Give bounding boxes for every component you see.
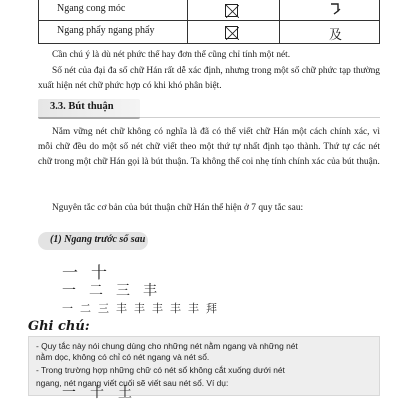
paragraph: Nguyên tắc cơ bản của bút thuận chữ Hán thể hiện ở 7 quy tắc sau:	[52, 203, 304, 213]
table-divider	[279, 0, 280, 20]
rule-heading	[38, 232, 148, 250]
stroke-grid-icon	[225, 4, 238, 17]
stroke-grid-icon	[225, 26, 238, 39]
stroke-step: 一	[62, 263, 79, 282]
stroke-step: 丰	[152, 302, 163, 315]
stroke-step: 土	[118, 385, 132, 401]
note-line: nằm dọc, không có chỉ có nét ngang và nét sổ.	[36, 352, 210, 362]
paragraph: Cần chú ý là dù nét phức thế hay đơn thể cũng chỉ tính một nét.	[52, 50, 291, 60]
stroke-step: 二	[80, 302, 91, 315]
example-character: 及	[329, 28, 343, 43]
rule-label: (1) Ngang trước sổ sau	[50, 234, 146, 245]
stroke-sequence	[62, 382, 146, 402]
table-divider	[187, 21, 188, 43]
stroke-step: 丰	[188, 302, 199, 315]
table-divider	[279, 21, 280, 43]
example-character	[329, 2, 341, 20]
stroke-name: Ngang cong móc	[57, 3, 126, 14]
stroke-step: 丰	[116, 302, 127, 315]
stroke-step: 二	[89, 283, 103, 299]
table-row	[38, 0, 380, 21]
stroke-step: 一	[62, 283, 76, 299]
note-line: - Quy tắc này nói chung dùng cho những nét nằm ngang và những nét	[36, 341, 298, 351]
stroke-step: 丰	[143, 283, 157, 299]
stroke-step: 一	[62, 302, 73, 315]
note-line: ngang, nét ngang viết cuối sẽ viết sau nét sổ. Ví dụ:	[36, 378, 229, 388]
stroke-step: 十	[90, 385, 104, 401]
stroke-step: 三	[98, 302, 109, 315]
section-title: 3.3. Bút thuận	[50, 101, 114, 112]
stroke-step: 十	[91, 263, 108, 282]
stroke-step: 丰	[134, 302, 145, 315]
stroke-name: Ngang phẩy ngang phẩy	[57, 25, 155, 36]
paragraph: Số nét của đại đa số chữ Hán rất dễ xác định, nhưng trong một số chữ phức tạp thường xuất hiện nét chữ phức hợp có khi khó phân biệt.	[38, 66, 380, 91]
note-line: - Trong trường hợp những chữ có nét sổ không cắt xuống dưới nét	[36, 365, 285, 375]
table-row	[38, 21, 380, 44]
section-heading	[38, 99, 140, 119]
stroke-sequence	[62, 280, 170, 300]
paragraph: Nắm vững nét chữ không có nghĩa là đã có thể viết chữ Hán một cách chính xác, vì mỗi chữ đều do một số nét chữ viết theo một thứ tự nhất định tạo thành. Thứ tự các nét chữ trong một chữ Hán gọi là bút thuận. Ta không thể coi nhẹ tính chính xác của bút thuận.	[38, 127, 380, 167]
table-divider	[187, 0, 188, 20]
stroke-sequence	[62, 300, 224, 316]
stroke-step: 丰	[170, 302, 181, 315]
section-divider	[140, 117, 380, 118]
stroke-step: 一	[62, 385, 76, 401]
stroke-step: 拜	[206, 302, 217, 315]
stroke-table	[38, 0, 380, 44]
stroke-step: 三	[116, 283, 130, 299]
note-title: Ghi chú:	[28, 319, 90, 334]
